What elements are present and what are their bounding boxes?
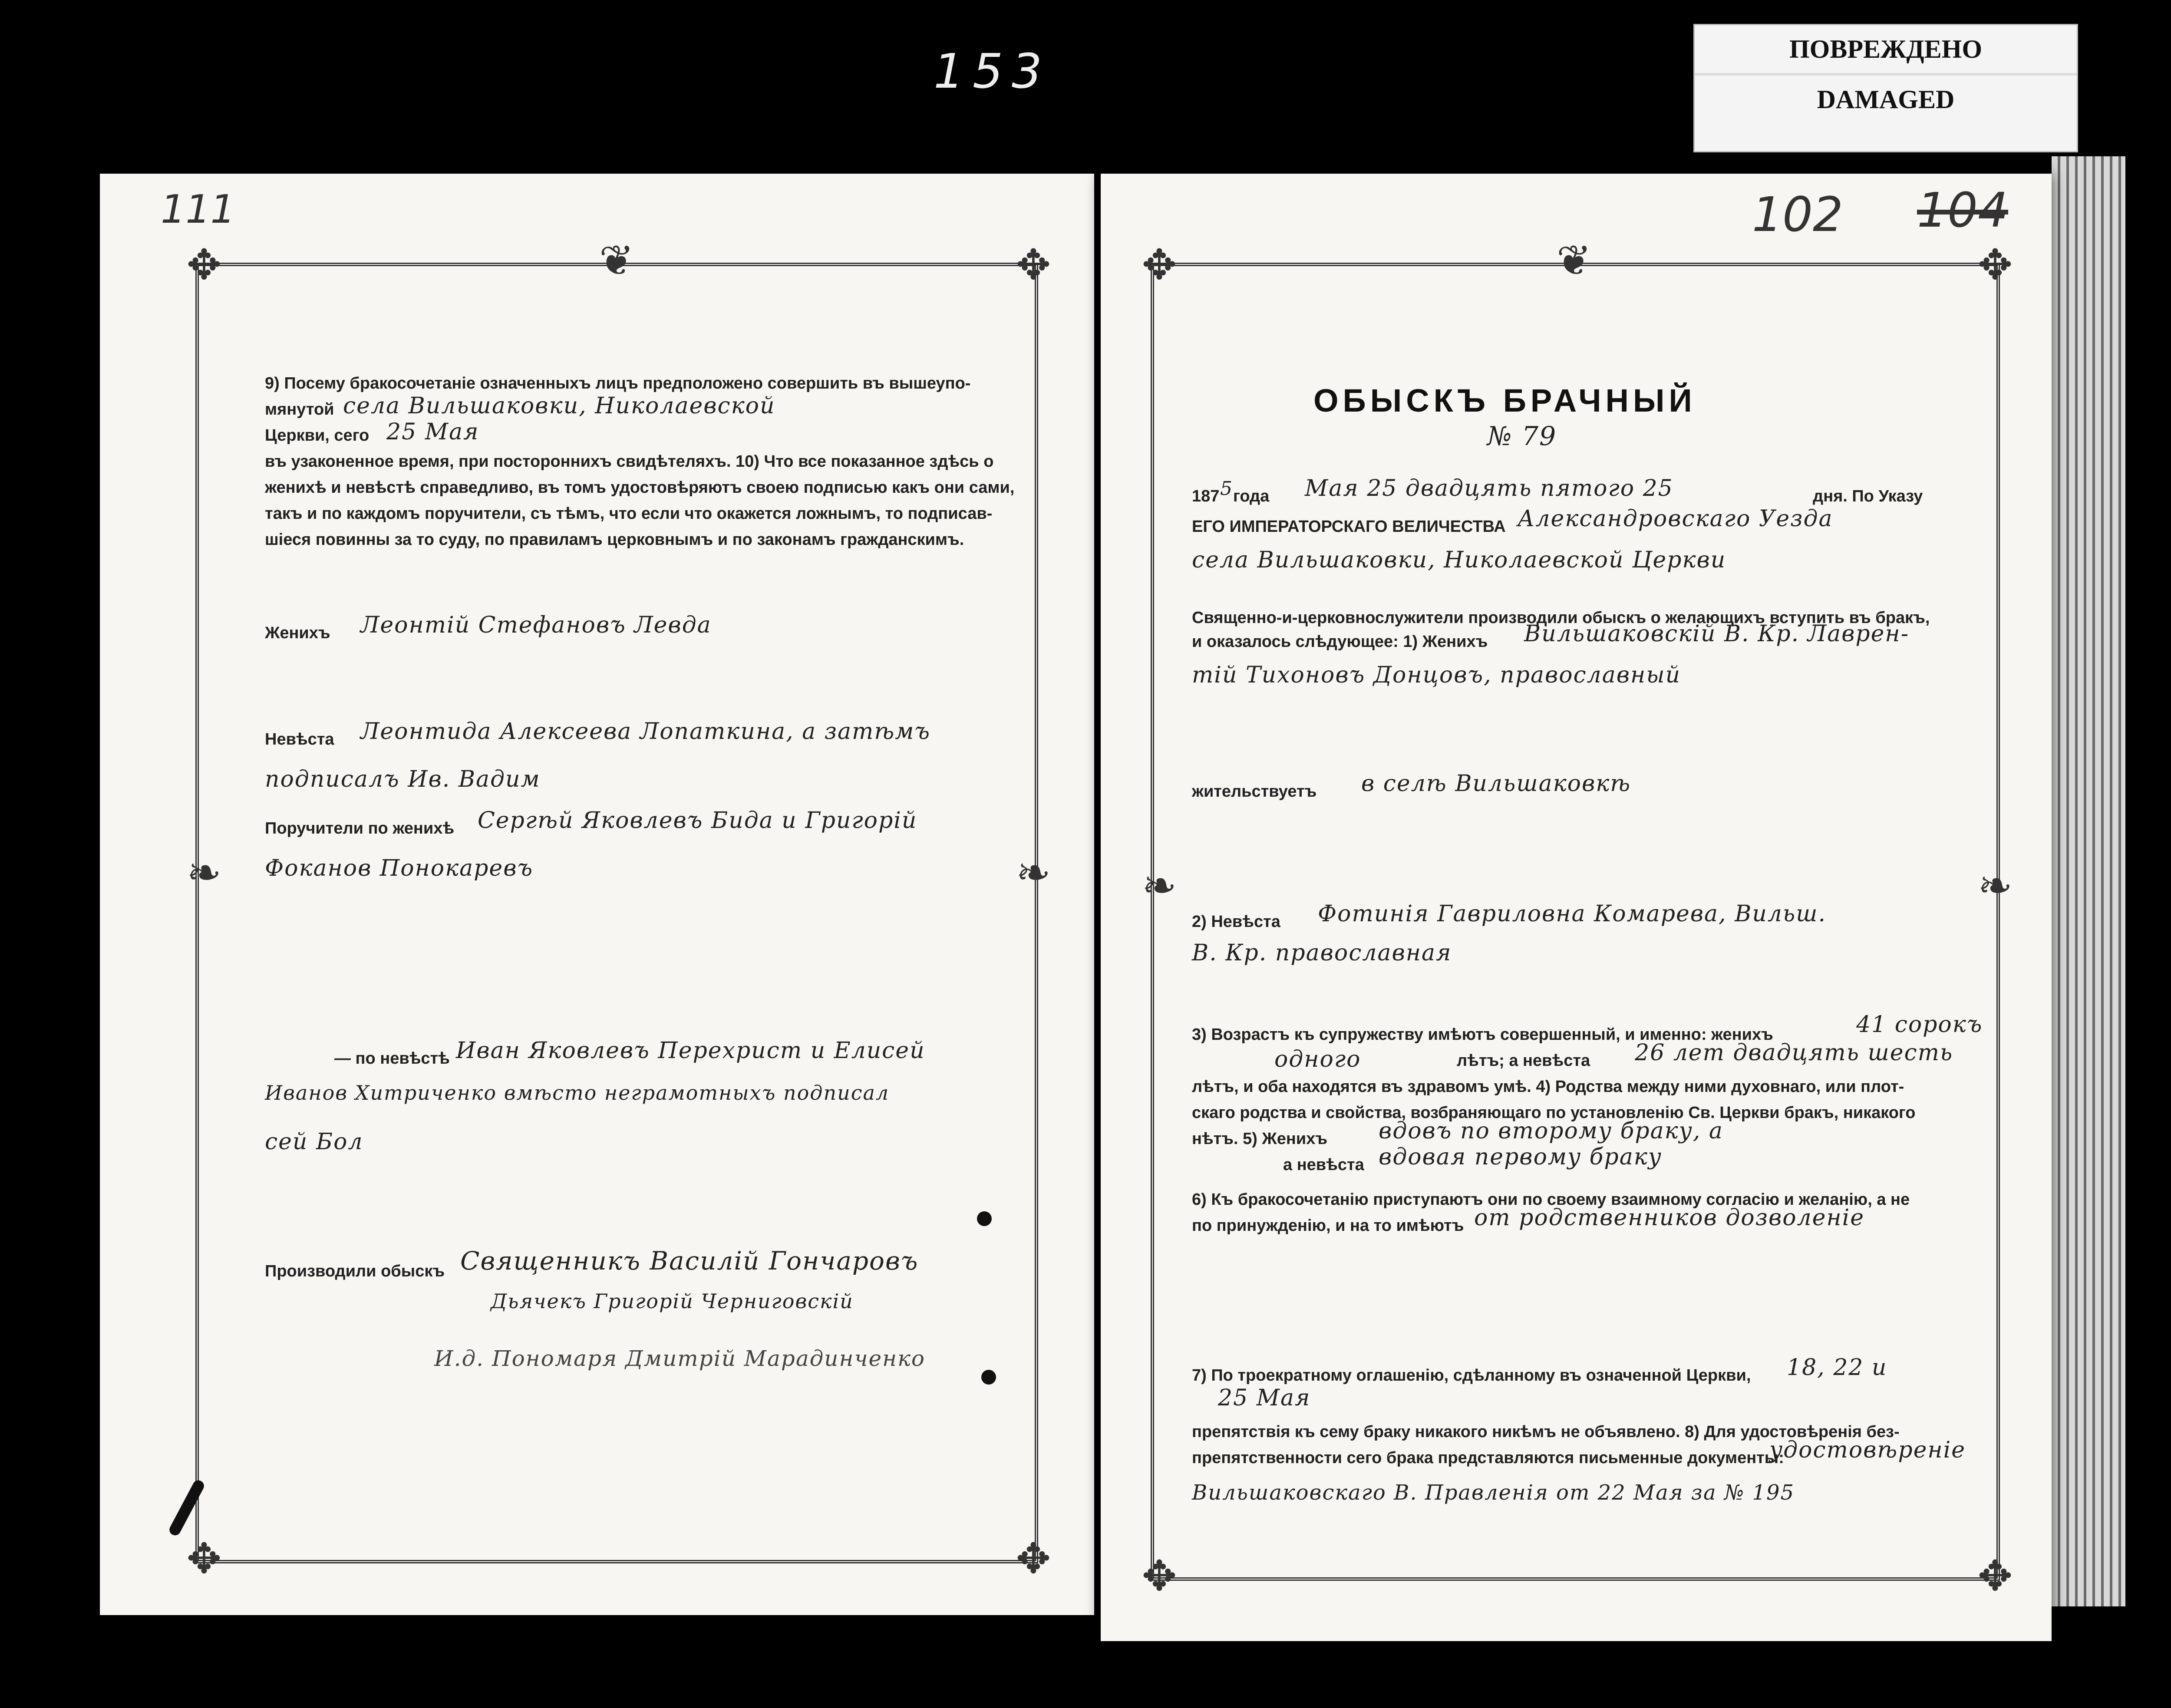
stamp-line-russian: ПОВРЕЖДЕНО: [1789, 35, 1982, 63]
corner-ornament-icon: ✥: [186, 241, 222, 289]
bride-guarantors-handwriting: Иван Яковлевъ Перехрист и Елисей: [456, 1038, 925, 1064]
intro-year-label: года: [1233, 487, 1270, 505]
age-line2-label: лѣтъ; а невѣста: [1457, 1052, 1590, 1070]
consent-line2-label: по принужденію, и на то имѣютъ: [1192, 1217, 1464, 1235]
para9-line4: въ узаконенное время, при постороннихъ свидѣтеляхъ. 10) Что все показанное здѣсь о: [265, 452, 994, 471]
documents-handwriting: удостовѣреніе: [1769, 1437, 1966, 1463]
ink-blot: [977, 1211, 992, 1226]
bride-name-handwriting: Леонтида Алексеева Лопаткина, а затѣмъ: [360, 719, 931, 745]
intro-year-handwriting: 5: [1220, 478, 1233, 500]
folio-number: 153: [934, 43, 1051, 99]
top-ornament-icon: ❦: [1556, 236, 1592, 285]
corner-ornament-icon: ✥: [1142, 241, 1177, 289]
residence-handwriting: в селѣ Вильшаковкѣ: [1361, 771, 1631, 797]
age-line6-label: а невѣста: [1283, 1156, 1364, 1174]
intro-year-prefix: 187: [1192, 487, 1220, 505]
para9-line6: такъ и по каждомъ поручители, съ тѣмъ, что если что окажется ложнымъ, то подписав-: [265, 504, 993, 523]
left-page: [100, 174, 1094, 1615]
para9-line1: 9) Посему бракосочетаніе означенныхъ лицъ предположено совершить въ вышеупо-: [265, 374, 971, 392]
groom-age-handwriting: 41 сорокъ: [1856, 1012, 1983, 1038]
banns-line3: препятствія къ сему браку никакого никѣмъ не объявлено. 8) Для удостовѣренія без-: [1192, 1423, 1900, 1441]
bride-guarantors-handwriting-2: Иванов Хитриченко вмѣсто неграмотныхъ подписал: [265, 1081, 890, 1105]
bride-age-handwriting: 26 лет двадцять шесть: [1635, 1040, 1953, 1066]
intro-majesty-label: ЕГО ИМПЕРАТОРСКАГО ВЕЛИЧЕСТВА: [1192, 518, 1506, 536]
documents-handwriting-2: Вильшаковскаго В. Правленія от 22 Мая за № 195: [1192, 1480, 1795, 1505]
side-ornament-icon: ❧: [186, 848, 222, 897]
top-ornament-icon: ❦: [599, 236, 634, 285]
residence-label: жительствуетъ: [1192, 782, 1317, 801]
left-margin-number: 111: [161, 187, 235, 232]
para9-line5: женихѣ и невѣстѣ справедливо, въ томъ удостовѣряютъ своею подписью какъ они сами,: [265, 478, 1015, 497]
side-ornament-icon: ❧: [1142, 861, 1177, 910]
para9-line2-handwriting: села Вильшаковки, Николаевской: [343, 393, 775, 419]
groom-label: Женихъ: [265, 624, 330, 642]
para9-line3-handwriting: 25 Мая: [386, 419, 479, 445]
right-page: [1101, 174, 2052, 1641]
side-ornament-icon: ❧: [1016, 848, 1051, 897]
bride-label: 2) Невѣста: [1192, 913, 1280, 931]
bride-name-handwriting-2: подписалъ Ив. Вадим: [265, 766, 541, 792]
damaged-stamp: [1693, 24, 2078, 152]
banns-line1: 7) По троекратному оглашенію, сдѣланному въ означенной Церкви,: [1192, 1366, 1751, 1385]
groom-guarantors-handwriting: Сергѣй Яковлевъ Бида и Григорій: [478, 808, 917, 834]
groom-age-handwriting-2: одного: [1274, 1046, 1361, 1072]
para9-line7: шіеся повинны за то суду, по правиламъ церковнымъ и по законамъ гражданскимъ.: [265, 531, 964, 549]
bride-handwriting-2: В. Кр. православная: [1192, 940, 1452, 966]
para9-line3-label: Церкви, сего: [265, 426, 370, 445]
banns-dates-handwriting: 18, 22 и: [1787, 1355, 1887, 1381]
stamp-line-english: DAMAGED: [1695, 73, 2077, 123]
groom-name-handwriting: Леонтій Стефановъ Левда: [360, 612, 712, 638]
groom-guarantors-handwriting-2: Фоканов Понокаревъ: [265, 855, 534, 881]
page-edge-stack: [2052, 156, 2125, 1606]
banns-dates-handwriting-2: 25 Мая: [1218, 1385, 1311, 1411]
para9-line2-label: мянутой: [265, 400, 334, 419]
intro-date-handwriting: Мая 25 двадцять пятого 25: [1305, 475, 1673, 501]
corner-ornament-icon: ✥: [1142, 1552, 1177, 1600]
intro-church-handwriting: села Вильшаковки, Николаевской Церкви: [1192, 547, 1726, 573]
document-title: ОБЫСКЪ БРАЧНЫЙ: [1313, 382, 1696, 419]
bride-handwriting: Фотинія Гавриловна Комарева, Вильш.: [1318, 901, 1827, 927]
corner-ornament-icon: ✥: [1016, 241, 1051, 289]
ink-blot: [981, 1370, 996, 1385]
bride-label: Невѣста: [265, 730, 334, 748]
corner-ornament-icon: ✥: [1977, 1552, 2013, 1600]
banns-line4-label: препятственности сего брака представляются письменные документы:: [1192, 1449, 1784, 1467]
consent-line1: 6) Къ бракосочетанію приступаютъ они по своему взаимному согласію и желанію, а не: [1192, 1190, 1910, 1209]
corner-ornament-icon: ✥: [1016, 1534, 1051, 1583]
groom-guarantors-label: Поручители по женихѣ: [265, 819, 455, 838]
groom-handwriting-2: тій Тихоновъ Донцовъ, православный: [1192, 662, 1681, 688]
consent-handwriting: от родственников дозволеніе: [1474, 1205, 1865, 1231]
record-number: № 79: [1487, 421, 1557, 452]
sexton-signature: И.д. Пономаря Дмитрій Марадинченко: [434, 1346, 926, 1371]
age-line4: скаго родства и свойства, возбраняющаго по установленію Св. Церкви бракъ, никакого: [1192, 1104, 1916, 1122]
intro-district-handwriting: Александровскаго Уезда: [1518, 506, 1833, 532]
intro-line4: Священно-и-церковнослужители производили обыскъ о желающихъ вступить въ бракъ,: [1192, 609, 1930, 627]
page-number-crossed: 104: [1917, 182, 2008, 238]
priest-signature: Священникъ Василій Гончаровъ: [460, 1246, 919, 1276]
intro-day-label: дня. По Указу: [1813, 487, 1923, 505]
bride-status-handwriting: вдовая первому браку: [1379, 1144, 1662, 1170]
bride-guarantors-label: — по невѣстѣ: [334, 1049, 450, 1068]
groom-status-handwriting: вдовъ по второму браку, а: [1379, 1118, 1723, 1144]
intro-line5-label: и оказалось слѣдующее: 1) Женихъ: [1192, 633, 1488, 651]
bride-guarantors-handwriting-3: сей Бол: [265, 1129, 363, 1155]
corner-ornament-icon: ✥: [186, 1534, 222, 1583]
performed-by-label: Производили обыскъ: [265, 1262, 445, 1280]
side-ornament-icon: ❧: [1977, 861, 2013, 910]
age-line1-label: 3) Возрастъ къ супружеству имѣютъ совершенный, и именно: женихъ: [1192, 1025, 1773, 1044]
page-number-handwritten: 102: [1752, 187, 1843, 242]
corner-ornament-icon: ✥: [1977, 241, 2013, 289]
deacon-signature: Дьячекъ Григорій Черниговскій: [491, 1289, 854, 1313]
age-line3: лѣтъ, и оба находятся въ здравомъ умѣ. 4) Родства между ними духовнаго, или плот-: [1192, 1078, 1904, 1096]
age-line5-label: нѣтъ. 5) Женихъ: [1192, 1130, 1328, 1148]
groom-handwriting: Вильшаковскій В. Кр. Лаврен-: [1524, 621, 1910, 647]
